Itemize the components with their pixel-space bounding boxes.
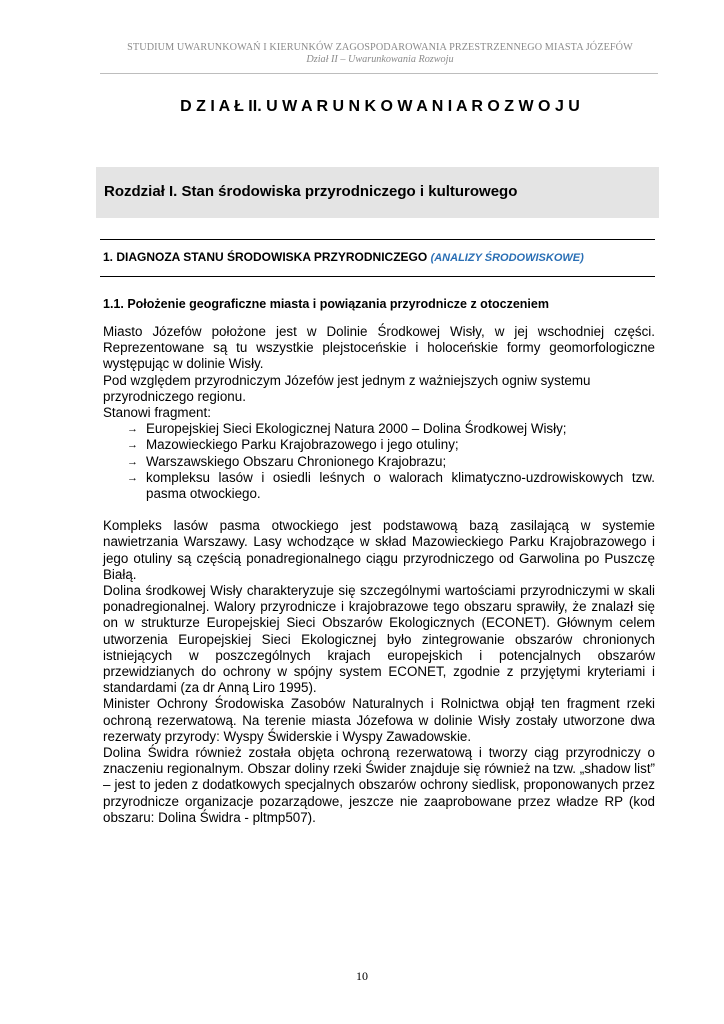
paragraph: Minister Ochrony Środowiska Zasobów Naturalnych i Rolnictwa objął ten fragment rzeki ochroną rezerwatową. Na terenie miasta Józefowa w dolinie Wisły zostały utworzone dwa rezerwaty przyrody: Wyspy Świderskie i Wyspy Zawadowskie.	[103, 696, 655, 744]
list-item	[127, 437, 655, 453]
diagnosis-rule-top	[100, 239, 655, 240]
diagnosis-rule-bottom	[100, 276, 655, 277]
paragraph: Kompleks lasów pasma otwockiego jest podstawową bazą zasilającą w systemie nawietrzania Warszawy. Lasy wchodzące w skład Mazowieckiego Parku Krajobrazowego i jego otuliny są częścią ponadregionalnego ciągu przyrodniczego od Garwolina po Puszczę Białą.	[103, 518, 655, 582]
diagnosis-subtitle: (ANALIZY ŚRODOWISKOWE)	[430, 252, 584, 264]
chapter-title: Rozdział I. Stan środowiska przyrodniczego i kulturowego	[104, 183, 518, 200]
header-line-1: STUDIUM UWARUNKOWAŃ I KIERUNKÓW ZAGOSPODAROWANIA PRZESTRZENNEGO MIASTA JÓZEFÓW	[127, 42, 633, 53]
paragraph: Dolina Świdra również została objęta ochroną rezerwatową i tworzy ciąg przyrodniczy o znaczeniu regionalnym. Obszar doliny rzeki Świder znajduje się również na tzw. „shadow list” – jest to jeden z dodatkowych specjalnych obszarów ochrony siedlisk, proponowanych przez przyrodnicze organizacje pozarządowe, jeszcze nie zaaprobowane przez władze RP (kod obszaru: Dolina Świdra - pltmp507).	[103, 745, 655, 825]
subsection-title: 1.1. Położenie geograficzne miasta i powiązania przyrodnicze z otoczeniem	[103, 297, 549, 311]
list-item-text: Warszawskiego Obszaru Chronionego Krajobrazu;	[146, 453, 447, 469]
diagnosis-heading	[103, 250, 584, 264]
arrow-icon: →	[127, 439, 138, 452]
page-number: 10	[356, 969, 368, 983]
paragraph: Dolina środkowej Wisły charakteryzuje się szczególnymi wartościami przyrodniczymi w skali ponadregionalnej. Walory przyrodnicze i krajobrazowe tego obszaru sprawiły, że znalazł się on w strukturze Europejskiej Sieci Obszarów Ekologicznych (ECONET). Głównym celem utworzenia Europejskiej Sieci Ekologicznej było zintegrowanie obszarów chronionych istniejących w poszczególnych krajach europejskich i potencjalnych obszarów przewidzianych do ochrony w spójny system ECONET, zgodnie z przyjętymi kryteriami i standardami (za dr Anną Liro 1995).	[103, 583, 655, 696]
arrow-icon: →	[127, 455, 138, 468]
paragraph: Pod względem przyrodniczym Józefów jest jednym z ważniejszych ogniw systemu przyrodniczego regionu.	[103, 372, 591, 404]
body-text	[103, 324, 655, 826]
running-header	[100, 41, 660, 66]
paragraph: Stanowi fragment:	[103, 405, 211, 421]
spacer	[103, 502, 655, 518]
fragment-list	[103, 421, 655, 502]
arrow-icon: →	[127, 423, 138, 436]
header-divider	[100, 73, 658, 74]
list-item-text: Mazowieckiego Parku Krajobrazowego i jego otuliny;	[146, 437, 459, 453]
list-item-text: kompleksu lasów i osiedli leśnych o walorach klimatyczno-uzdrowiskowych tzw. pasma otwockiego.	[146, 469, 655, 502]
header-line-2: Dział II – Uwarunkowania Rozwoju	[306, 54, 454, 65]
list-item	[127, 469, 655, 502]
list-item	[127, 453, 655, 470]
diagnosis-title: 1. DIAGNOZA STANU ŚRODOWISKA PRZYRODNICZEGO	[103, 250, 428, 264]
list-item-text: Europejskiej Sieci Ekologicznej Natura 2000 – Dolina Środkowej Wisły;	[146, 421, 567, 437]
section-title: D Z I A Ł II. U W A R U N K O W A N I A R O Z W O J U	[180, 98, 580, 115]
list-item	[127, 421, 655, 437]
arrow-icon: →	[127, 471, 138, 484]
paragraph: Miasto Józefów położone jest w Dolinie Środkowej Wisły, w jej wschodniej części. Reprezentowane są tu wszystkie plejstoceńskie i holoceńskie formy geomorfologiczne występując w dolinie Wisły.	[103, 324, 655, 372]
